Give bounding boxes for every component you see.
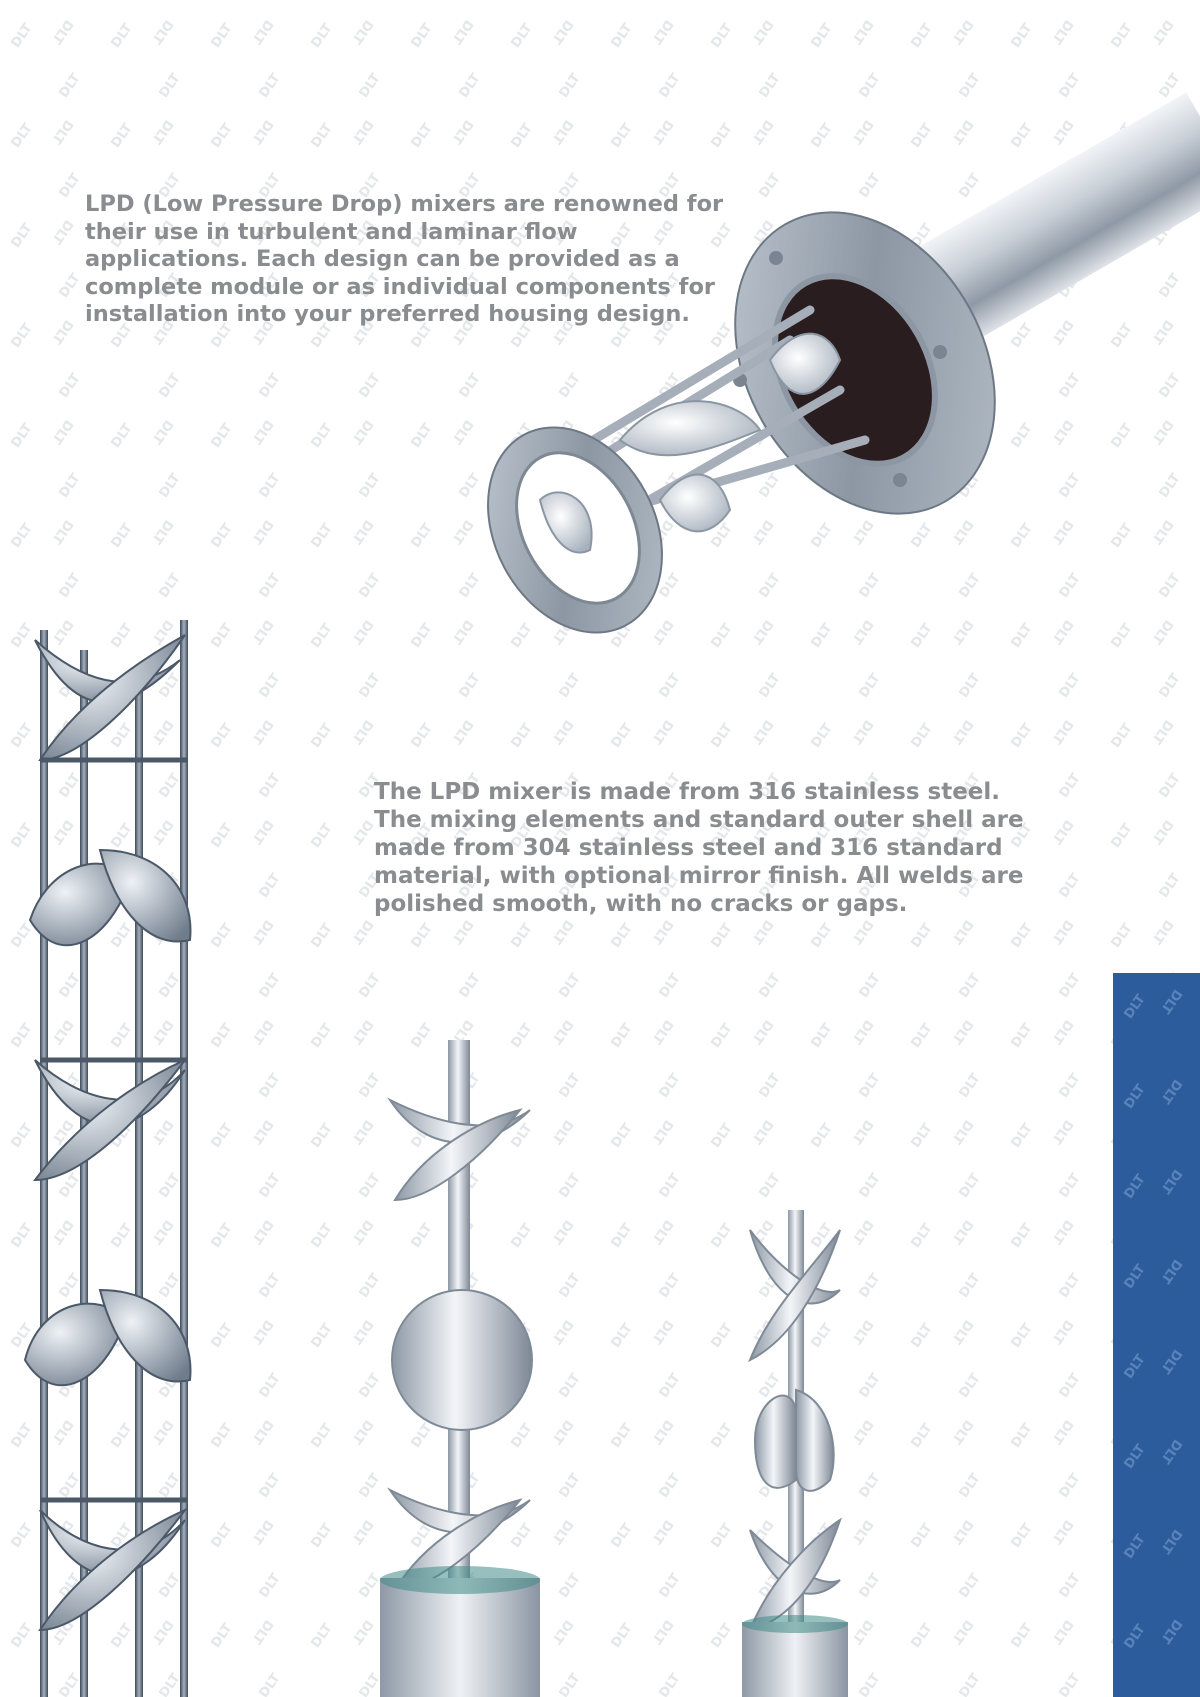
intro-paragraph: LPD (Low Pressure Drop) mixers are renowned for their use in turbulent and laminar flow applications. Each design can be provided as a complete module or as individual components for installation into your preferred housing design. — [85, 191, 724, 327]
accent-band — [1113, 973, 1200, 1697]
small-shaft-mixer-image — [740, 1210, 850, 1697]
cage-mixer-element-image — [20, 620, 210, 1697]
material-paragraph: The LPD mixer is made from 316 stainless steel. The mixing elements and standard outer shell are made from 304 stainless steel and 316 standard material, with optional mirror finish. All welds are polished smooth, with no cracks or gaps. — [374, 779, 1024, 917]
flanged-mixer-module-image — [470, 80, 1200, 700]
shaft-mixer-element-image — [370, 1040, 550, 1697]
